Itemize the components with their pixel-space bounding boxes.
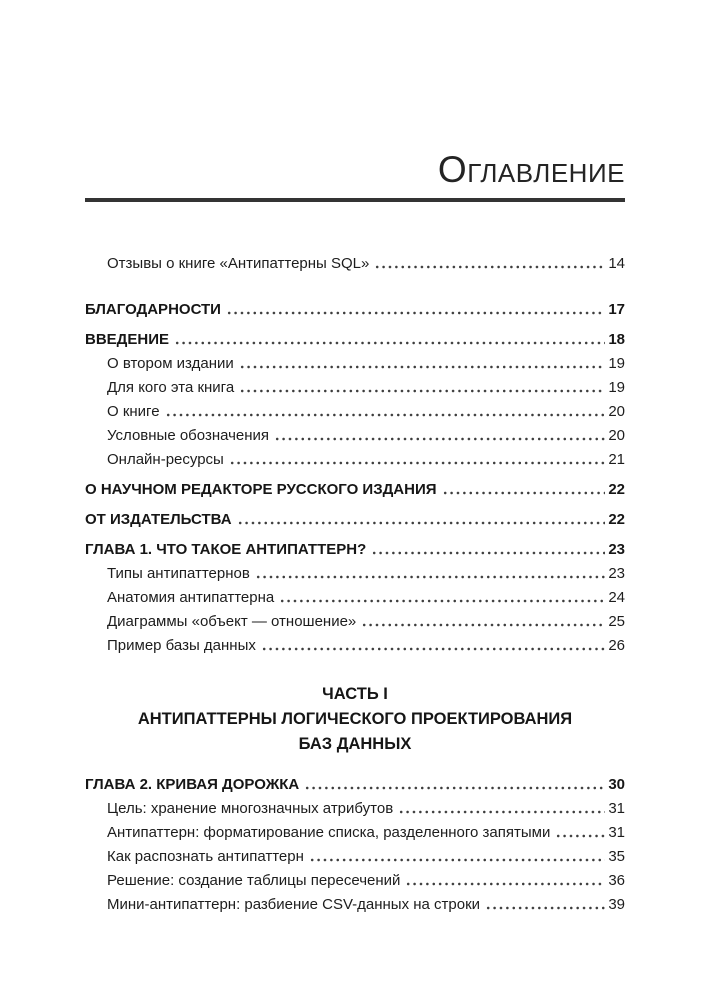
toc-entry	[85, 893, 625, 917]
toc-entry-label: Решение: создание таблицы пересечений	[107, 872, 401, 889]
toc-entry-label: ВВЕДЕНИЕ	[85, 331, 169, 348]
toc-entry-page: 23	[608, 565, 625, 582]
toc-entry-label: Диаграммы «объект — отношение»	[107, 613, 357, 630]
toc-entry-label: БЛАГОДАРНОСТИ	[85, 301, 221, 318]
toc-entry-page: 17	[608, 301, 625, 318]
toc-entry-label: Условные обозначения	[107, 427, 270, 444]
toc-entry-label: ГЛАВА 1. ЧТО ТАКОЕ АНТИПАТТЕРН?	[85, 541, 367, 558]
toc-entry-label: О книге	[107, 403, 160, 420]
toc-entry-label: О втором издании	[107, 355, 234, 372]
toc-list	[85, 252, 625, 917]
toc-entry-label: Мини-антипаттерн: разбиение CSV-данных на строки	[107, 896, 481, 913]
toc-entry	[85, 869, 625, 893]
toc-entry-page: 31	[608, 824, 625, 841]
toc-entry-label: Цель: хранение многозначных атрибутов	[107, 800, 394, 817]
toc-entry-page: 30	[608, 776, 625, 793]
dot-leader	[309, 857, 605, 863]
dot-leader	[398, 809, 605, 815]
toc-entry	[85, 773, 625, 797]
toc-entry-page: 31	[608, 800, 625, 817]
dot-leader	[237, 520, 606, 526]
part-title-line2: БАЗ ДАННЫХ	[298, 735, 412, 753]
dot-leader	[239, 388, 605, 394]
toc-entry-label: О НАУЧНОМ РЕДАКТОРЕ РУССКОГО ИЗДАНИЯ	[85, 481, 437, 498]
toc-entry-page: 21	[608, 451, 625, 468]
toc-entry-label: Онлайн-ресурсы	[107, 451, 224, 468]
dot-leader	[361, 622, 605, 628]
toc-entry	[85, 298, 625, 322]
toc-entry-page: 19	[608, 379, 625, 396]
toc-entry	[85, 376, 625, 400]
dot-leader	[485, 905, 605, 911]
dot-leader	[255, 574, 605, 580]
dot-leader	[371, 550, 605, 556]
dot-leader	[374, 264, 605, 270]
toc-entry-page: 20	[608, 403, 625, 420]
toc-entry-page: 39	[608, 896, 625, 913]
toc-entry	[85, 538, 625, 562]
dot-leader	[279, 598, 605, 604]
toc-entry-label: Типы антипаттернов	[107, 565, 250, 582]
dot-leader	[174, 340, 605, 346]
dot-leader	[304, 785, 605, 791]
page-header	[85, 0, 625, 202]
dot-leader	[226, 310, 605, 316]
toc-entry	[85, 508, 625, 532]
toc-entry-page: 25	[608, 613, 625, 630]
toc-entry	[85, 424, 625, 448]
toc-entry-page: 35	[608, 848, 625, 865]
toc-entry-page: 14	[608, 255, 625, 272]
toc-entry	[85, 845, 625, 869]
page-title: Оглавление	[437, 149, 625, 190]
toc-entry-page: 26	[608, 637, 625, 654]
toc-entry	[85, 797, 625, 821]
toc-entry-label: ГЛАВА 2. КРИВАЯ ДОРОЖКА	[85, 776, 300, 793]
dot-leader	[555, 833, 605, 839]
toc-entry-page: 24	[608, 589, 625, 606]
part-title-line1: АНТИПАТТЕРНЫ ЛОГИЧЕСКОГО ПРОЕКТИРОВАНИЯ	[137, 710, 573, 728]
toc-entry-label: Для кого эта книга	[107, 379, 235, 396]
part-heading	[85, 682, 625, 757]
toc-entry	[85, 400, 625, 424]
toc-entry-page: 22	[608, 511, 625, 528]
toc-entry	[85, 352, 625, 376]
toc-entry-label: Отзывы о книге «Антипаттерны SQL»	[107, 255, 370, 272]
toc-entry	[85, 478, 625, 502]
toc-entry-label: Антипаттерн: форматирование списка, разделенного запятыми	[107, 824, 551, 841]
toc-entry-page: 36	[608, 872, 625, 889]
toc-entry-page: 18	[608, 331, 625, 348]
toc-entry	[85, 610, 625, 634]
toc-entry-page: 20	[608, 427, 625, 444]
toc-entry-page: 22	[608, 481, 625, 498]
dot-leader	[165, 412, 606, 418]
toc-entry	[85, 328, 625, 352]
dot-leader	[405, 881, 605, 887]
dot-leader	[442, 490, 606, 496]
dot-leader	[239, 364, 606, 370]
dot-leader	[274, 436, 605, 442]
toc-entry	[85, 252, 625, 276]
toc-entry-label: ОТ ИЗДАТЕЛЬСТВА	[85, 511, 232, 528]
dot-leader	[261, 646, 605, 652]
toc-entry	[85, 821, 625, 845]
toc-entry-label: Пример базы данных	[107, 637, 256, 654]
part-number: ЧАСТЬ I	[322, 685, 388, 703]
toc-entry	[85, 562, 625, 586]
dot-leader	[229, 460, 605, 466]
toc-entry	[85, 586, 625, 610]
title-rule-divider	[85, 198, 625, 202]
toc-entry	[85, 448, 625, 472]
toc-entry-page: 19	[608, 355, 625, 372]
toc-entry-page: 23	[608, 541, 625, 558]
toc-entry-label: Анатомия антипаттерна	[107, 589, 275, 606]
toc-entry	[85, 634, 625, 658]
toc-entry-label: Как распознать антипаттерн	[107, 848, 304, 865]
